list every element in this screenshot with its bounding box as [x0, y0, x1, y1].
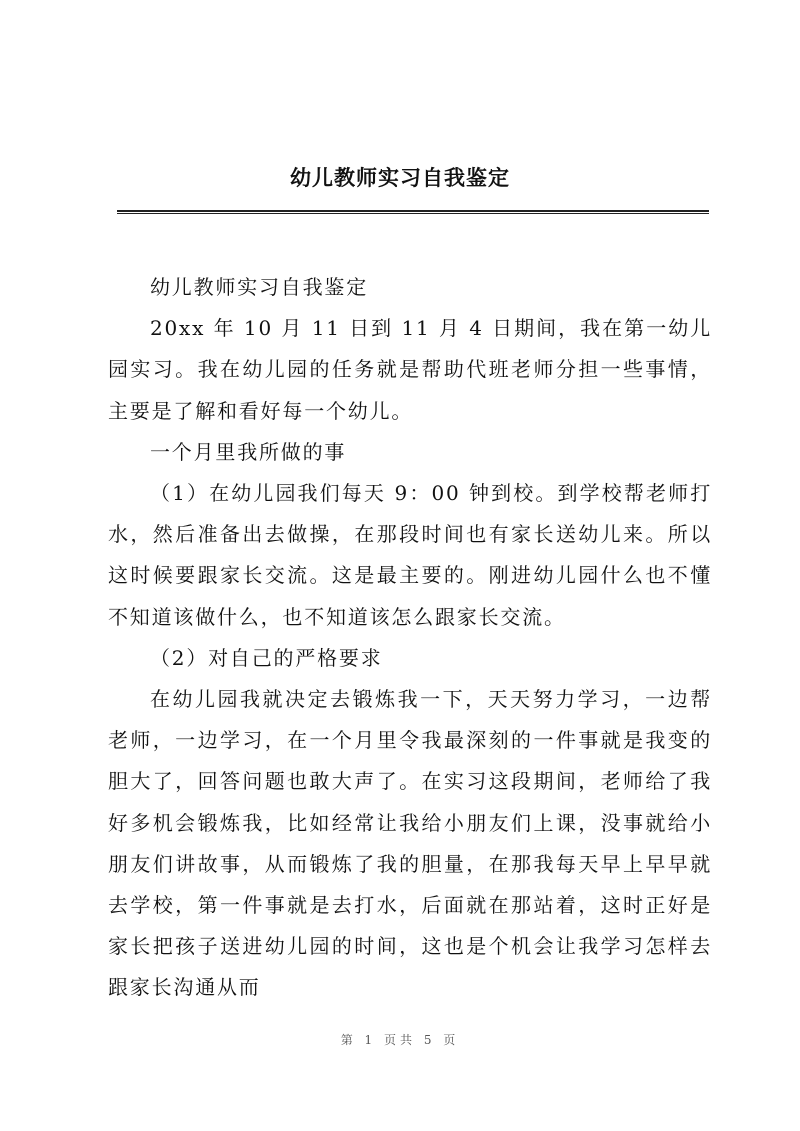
section-heading: （2）对自己的严格要求	[150, 645, 383, 670]
paragraph: 在幼儿园我就决定去锻炼我一下，天天努力学习，一边帮老师，一边学习，在一个月里令我最深刻的一件事就是我变的胆大了，回答问题也敢大声了。在实习这段期间，老师给了我好多机会锻炼我，比如经常让我给小朋友们上课，没事就给小朋友们讲故事，从而锻炼了我的胆量，在那我每天早上早早就去学校，第一件事就是去打水，后面就在那站着，这时正好是家长把孩子送进幼儿园的时间，这也是个机会让我学习怎样去跟家长沟通从而	[108, 687, 712, 1000]
section-heading: 一个月里我所做的事	[150, 439, 347, 464]
paragraph: 20xx 年 10 月 11 日到 11 月 4 日期间，我在第一幼儿园实习。我在幼儿园的任务就是帮助代班老师分担一些事情，主要是了解和看好每一个幼儿。	[108, 316, 712, 423]
title-divider	[117, 210, 709, 214]
document-title: 幼儿教师实习自我鉴定	[290, 165, 510, 190]
paragraph-heading: 幼儿教师实习自我鉴定	[150, 275, 368, 299]
page-number-footer: 第 1 页共 5 页	[340, 1033, 460, 1047]
document-body	[108, 267, 712, 1009]
paragraph: （1）在幼儿园我们每天 9：00 钟到校。到学校帮老师打水，然后准备出去做操，在那段时间也有家长送幼儿来。所以这时候要跟家长交流。这是最主要的。刚进幼儿园什么也不懂不知道该做什么，也不知道该怎么跟家长交流。	[108, 481, 712, 629]
